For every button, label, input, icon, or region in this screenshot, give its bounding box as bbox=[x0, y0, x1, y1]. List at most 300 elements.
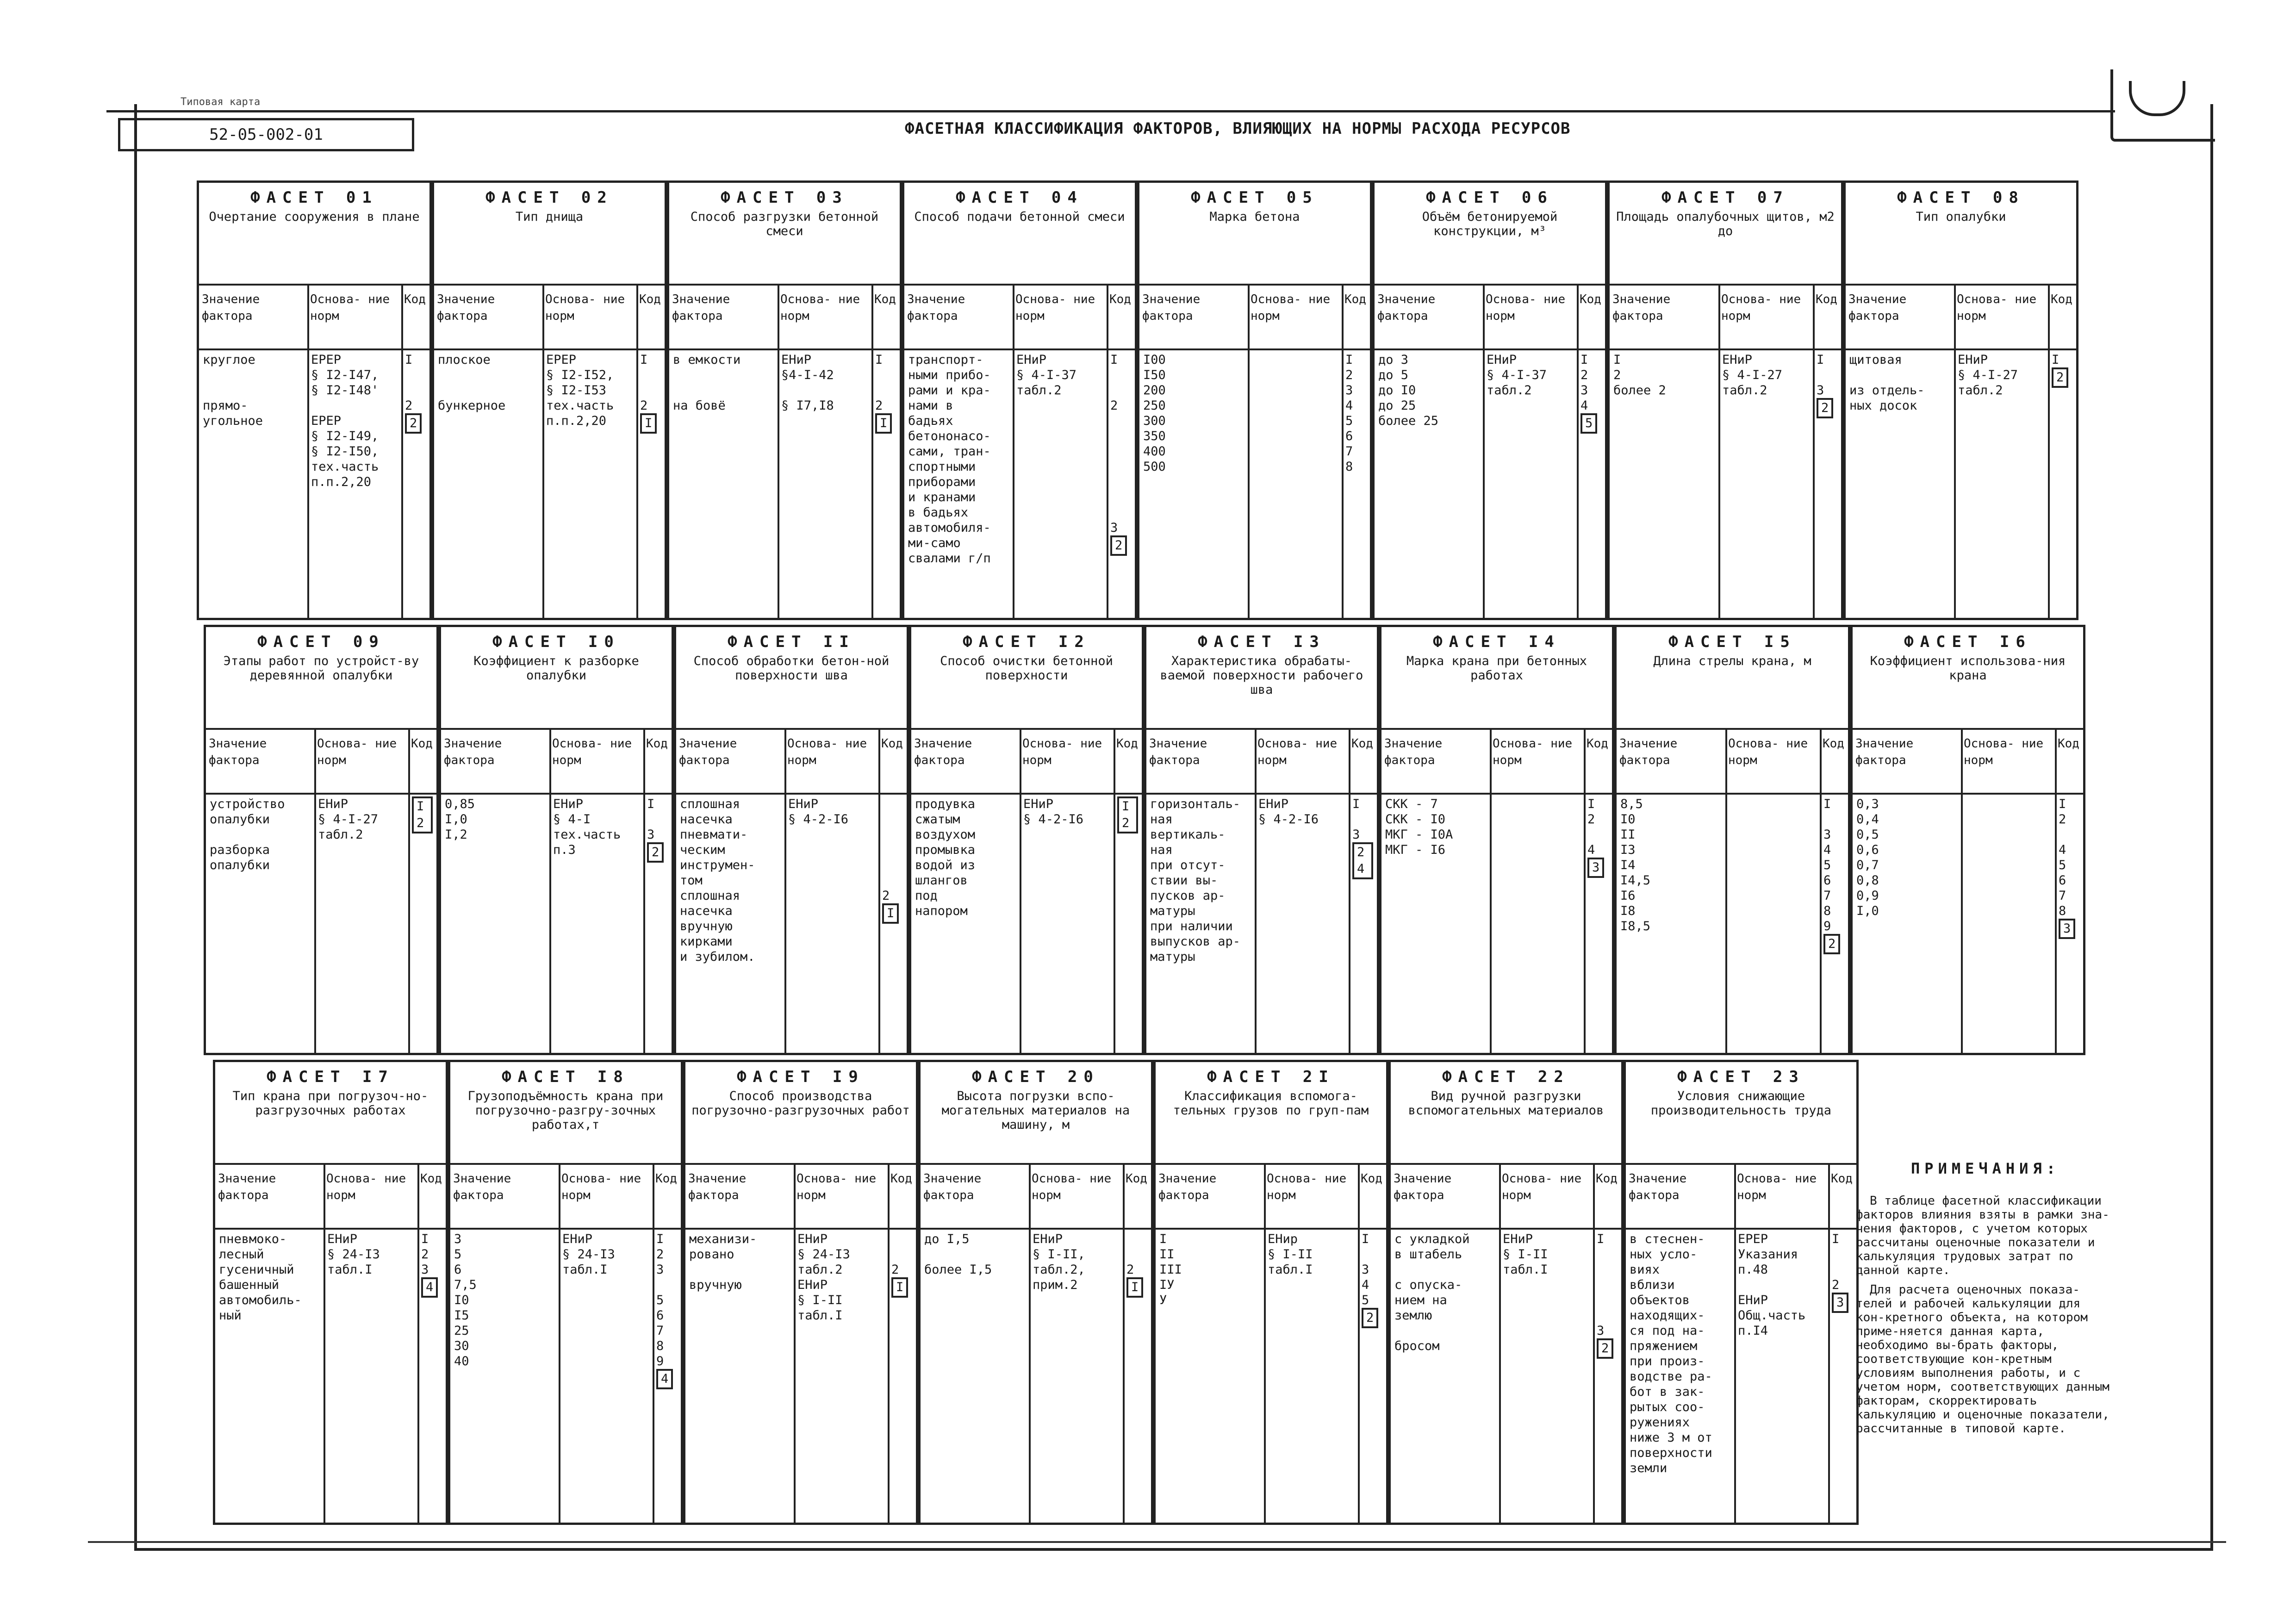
facet-description: Характеристика обрабаты-ваемой поверхности рабочего шва bbox=[1160, 654, 1363, 697]
factor-values: сплошная насечка пневмати- ческим инструмен- том сплошная насечка вручную кирками и зубилом. bbox=[680, 797, 755, 964]
selected-code-box: 2 bbox=[2052, 367, 2068, 388]
facet-title: ФАСЕТ 03 bbox=[721, 188, 848, 207]
facet-title: ФАСЕТ I9 bbox=[737, 1068, 865, 1086]
facet-body bbox=[1846, 348, 2076, 618]
facet-header bbox=[676, 627, 907, 730]
column-header-value: Значение фактора bbox=[1394, 1172, 1452, 1202]
facet-body bbox=[215, 1228, 446, 1523]
code-list: I 2 3 4 5 6 7 8 bbox=[1345, 353, 1353, 474]
facet-body bbox=[1381, 793, 1612, 1053]
facet-body bbox=[1626, 1228, 1856, 1523]
factor-codes bbox=[1107, 348, 1135, 618]
code-list: 2 bbox=[1126, 1262, 1134, 1277]
facet-7 bbox=[1607, 180, 1843, 620]
selected-code-box: 2 bbox=[1597, 1338, 1613, 1359]
selected-code-box: 2 bbox=[1817, 398, 1833, 418]
facet-title: ФАСЕТ 06 bbox=[1426, 188, 1554, 207]
factor-codes bbox=[417, 1228, 446, 1523]
facet-description: Классификация вспомога-тельных грузов по груп-пам bbox=[1173, 1089, 1369, 1118]
column-header-basis: Основа- ние норм bbox=[1257, 737, 1338, 767]
column-header-value: Значение фактора bbox=[1619, 737, 1678, 767]
norm-basis: ЕНиР § 4-I тех.часть п.3 bbox=[553, 797, 621, 857]
column-header-basis: Основа- ние норм bbox=[1022, 737, 1102, 767]
code-list: I 3 4 5 6 7 8 9 bbox=[1823, 797, 1831, 933]
column-header-basis: Основа- ние норм bbox=[1964, 737, 2044, 767]
facet-description: Тип крана при погрузоч-но-разгрузочных работах bbox=[232, 1089, 429, 1118]
facet-description: Тип днища bbox=[515, 210, 584, 224]
code-list: I 3 bbox=[1352, 797, 1360, 842]
column-header-value: Значение фактора bbox=[453, 1172, 511, 1202]
code-list: I 2 3 bbox=[421, 1232, 429, 1277]
facet-title: ФАСЕТ 20 bbox=[972, 1068, 1100, 1086]
selected-code-box: 3 bbox=[1587, 858, 1604, 878]
column-header-value: Значение фактора bbox=[679, 737, 737, 767]
stamp-top: Типовая карта bbox=[180, 96, 261, 108]
facet-description: Длина стрелы крана, м bbox=[1653, 654, 1811, 668]
factor-codes bbox=[1349, 793, 1377, 1053]
column-header-code: Код bbox=[1351, 737, 1373, 751]
facet-title: ФАСЕТ 04 bbox=[956, 188, 1083, 207]
column-header-basis: Основа- ние норм bbox=[1721, 292, 1801, 323]
bottom-rule bbox=[88, 1541, 2226, 1543]
selected-code-box: 2 bbox=[1110, 535, 1127, 556]
facet-6 bbox=[1372, 180, 1607, 620]
facet-title: ФАСЕТ 09 bbox=[257, 633, 385, 651]
facet-header bbox=[434, 183, 665, 286]
column-header-code: Код bbox=[646, 737, 668, 751]
column-header-basis: Основа- ние норм bbox=[1267, 1172, 1347, 1202]
column-header-basis: Основа- ние норм bbox=[1502, 1172, 1582, 1202]
facet-17 bbox=[213, 1060, 448, 1525]
facet-header bbox=[1617, 627, 1848, 730]
factor-values: СКК - 7 СКК - I0 МКГ - I0А МКГ - I6 bbox=[1385, 797, 1453, 857]
facet-body bbox=[1139, 348, 1370, 618]
norm-basis bbox=[1961, 793, 2055, 1053]
facet-10 bbox=[439, 625, 674, 1055]
factor-codes bbox=[1123, 1228, 1151, 1523]
selected-code-box: I 2 bbox=[412, 796, 433, 833]
factor-values: I00 I50 200 250 300 350 400 500 bbox=[1143, 353, 1166, 474]
column-headers bbox=[1375, 284, 1605, 350]
factor-values: до I,5 более I,5 bbox=[924, 1232, 992, 1277]
column-headers bbox=[921, 1163, 1151, 1230]
notes-paragraph-1: В таблице фасетной классификации факторов влияния взяты в рамки зна-чения факторов, с учетом которых рассчитаны оценочные показатели и калькуляция трудовых затрат по данной карте. bbox=[1856, 1194, 2109, 1277]
facet-8 bbox=[1843, 180, 2078, 620]
code-list: I 2 4 bbox=[1587, 797, 1595, 857]
facet-16 bbox=[1850, 625, 2085, 1055]
column-header-code: Код bbox=[2051, 292, 2072, 306]
factor-values: плоское бункерное bbox=[438, 353, 506, 413]
facet-title: ФАСЕТ I3 bbox=[1198, 633, 1325, 651]
facet-body bbox=[1610, 348, 1841, 618]
norm-basis bbox=[1725, 793, 1820, 1053]
column-header-code: Код bbox=[1587, 737, 1608, 751]
facet-header bbox=[921, 1062, 1151, 1165]
norm-basis: ЕНиР § 4-I-27 табл.2 bbox=[318, 797, 379, 842]
norm-basis: ЕНиР § 24-I3 табл.I bbox=[562, 1232, 615, 1277]
column-header-value: Значение фактора bbox=[209, 737, 267, 767]
factor-values: с укладкой в штабель с опуска- нием на землю бросом bbox=[1394, 1232, 1470, 1353]
selected-code-box: I bbox=[1126, 1277, 1143, 1298]
factor-values: до 3 до 5 до I0 до 25 более 25 bbox=[1378, 353, 1439, 428]
column-header-code: Код bbox=[874, 292, 896, 306]
column-header-basis: Основа- ние норм bbox=[787, 737, 867, 767]
facet-description: Вид ручной разгрузки вспомогательных материалов bbox=[1408, 1089, 1604, 1118]
factor-values: горизонталь- ная вертикаль- ная при отсут- ствии вы- пусков ар- матуры при наличии выпусков ар- матуры bbox=[1150, 797, 1241, 964]
column-header-code: Код bbox=[1580, 292, 1601, 306]
document-stamp: 52-05-002-01 bbox=[118, 118, 414, 151]
factor-values: продувка сжатым воздухом промывка водой из шлангов под напором bbox=[915, 797, 976, 918]
facet-5 bbox=[1137, 180, 1372, 620]
norm-basis: ЕНиР § I-II табл.I bbox=[1503, 1232, 1548, 1277]
facet-description: Коэффициент к разборке опалубки bbox=[473, 654, 639, 683]
factor-values: в емкости на бовё bbox=[673, 353, 741, 413]
column-header-value: Значение фактора bbox=[672, 292, 730, 323]
facet-body bbox=[1146, 793, 1377, 1053]
column-headers bbox=[1853, 728, 2083, 795]
facet-header bbox=[441, 627, 672, 730]
column-headers bbox=[1626, 1163, 1856, 1230]
column-header-basis: Основа- ние норм bbox=[317, 737, 397, 767]
factor-codes bbox=[1114, 793, 1142, 1053]
facet-body bbox=[206, 793, 436, 1053]
norm-basis: ЕНиР § 4-I-27 табл.2 bbox=[1958, 353, 2018, 398]
facet-title: ФАСЕТ 2I bbox=[1207, 1068, 1335, 1086]
selected-code-box: 5 bbox=[1580, 413, 1597, 434]
norm-basis: ЕНиР § 4-2-I6 bbox=[1258, 797, 1319, 827]
column-header-code: Код bbox=[1116, 737, 1138, 751]
facet-description: Этапы работ по устройст-ву деревянной опалубки bbox=[223, 654, 419, 683]
column-header-basis: Основа- ние норм bbox=[552, 737, 632, 767]
norm-basis bbox=[1490, 793, 1584, 1053]
facet-body bbox=[669, 348, 900, 618]
factor-values: 3 5 6 7,5 I0 I5 25 30 40 bbox=[454, 1232, 477, 1368]
column-header-code: Код bbox=[1361, 1172, 1382, 1186]
column-header-code: Код bbox=[404, 292, 426, 306]
factor-values: пневмоко- лесный гусеничный башенный автомобиль- ный bbox=[219, 1232, 302, 1323]
column-headers bbox=[434, 284, 665, 350]
norm-basis: ЕРЕР § I2-I47, § I2-I48' ЕРЕР § I2-I49, § I2-I50, тех.часть п.п.2,20 bbox=[311, 353, 379, 489]
column-headers bbox=[215, 1163, 446, 1230]
column-headers bbox=[450, 1163, 681, 1230]
facet-22 bbox=[1388, 1060, 1624, 1525]
column-header-basis: Основа- ние норм bbox=[1251, 292, 1331, 323]
column-header-value: Значение фактора bbox=[1848, 292, 1907, 323]
code-list: I 2 3 4 bbox=[1580, 353, 1588, 413]
column-header-code: Код bbox=[2058, 737, 2079, 751]
factor-codes bbox=[2055, 793, 2083, 1053]
column-header-value: Значение фактора bbox=[914, 737, 972, 767]
facet-header bbox=[1626, 1062, 1856, 1165]
top-rule bbox=[106, 110, 2115, 112]
column-header-value: Значение фактора bbox=[1384, 737, 1443, 767]
selected-code-box: I bbox=[891, 1277, 908, 1298]
factor-codes bbox=[1813, 348, 1841, 618]
norm-basis: ЕНиР § 4-I-37 табл.2 bbox=[1016, 353, 1077, 398]
column-header-basis: Основа- ние норм bbox=[1015, 292, 1095, 323]
factor-values: 0,3 0,4 0,5 0,6 0,7 0,8 0,9 I,0 bbox=[1856, 797, 1879, 918]
factor-values: 8,5 I0 II I3 I4 I4,5 I6 I8 I8,5 bbox=[1620, 797, 1651, 933]
column-headers bbox=[911, 728, 1142, 795]
facet-title: ФАСЕТ 07 bbox=[1661, 188, 1789, 207]
facet-body bbox=[676, 793, 907, 1053]
norm-basis: ЕНиР § 4-2-I6 bbox=[788, 797, 849, 827]
column-headers bbox=[676, 728, 907, 795]
column-header-value: Значение фактора bbox=[1377, 292, 1436, 323]
facet-description: Способ обработки бетон-ной поверхности шва bbox=[693, 654, 890, 683]
facet-15 bbox=[1614, 625, 1850, 1055]
facet-header bbox=[904, 183, 1135, 286]
factor-codes bbox=[1584, 793, 1612, 1053]
column-header-value: Значение фактора bbox=[202, 292, 260, 323]
facet-description: Марка бетона bbox=[1209, 210, 1300, 224]
column-header-code: Код bbox=[1816, 292, 1837, 306]
norm-basis: ЕНир § I-II табл.I bbox=[1268, 1232, 1313, 1277]
facet-header bbox=[1610, 183, 1841, 286]
factor-codes bbox=[1820, 793, 1848, 1053]
facet-title: ФАСЕТ I5 bbox=[1668, 633, 1796, 651]
column-header-value: Значение фактора bbox=[1855, 737, 1914, 767]
column-header-code: Код bbox=[1596, 1172, 1618, 1186]
column-header-code: Код bbox=[890, 1172, 912, 1186]
column-header-code: Код bbox=[881, 737, 903, 751]
facet-header bbox=[669, 183, 900, 286]
selected-code-box: 3 bbox=[2059, 919, 2075, 939]
facet-header bbox=[1375, 183, 1605, 286]
facet-header bbox=[1381, 627, 1612, 730]
facet-description: Очертание сооружения в плане bbox=[209, 210, 420, 224]
facet-title: ФАСЕТ 23 bbox=[1677, 1068, 1805, 1086]
column-header-basis: Основа- ние норм bbox=[1032, 1172, 1112, 1202]
factor-codes bbox=[1342, 348, 1370, 618]
column-headers bbox=[199, 284, 429, 350]
facet-description: Марка крана при бетонных работах bbox=[1406, 654, 1587, 683]
code-list: 2 bbox=[882, 889, 890, 903]
norm-basis: ЕНиР § 4-I-37 табл.2 bbox=[1487, 353, 1547, 398]
facet-header bbox=[1846, 183, 2076, 286]
factor-values: транспорт- ными прибо- рами и кра- нами в бадьях бетононасо- сами, тран- спортными приборами и кранами в бадьях автомобиля- ми-само свалами г/п bbox=[908, 353, 991, 566]
selected-code-box: I bbox=[875, 413, 892, 434]
facet-header bbox=[685, 1062, 916, 1165]
code-list: I bbox=[2052, 353, 2060, 367]
column-headers bbox=[1381, 728, 1612, 795]
norm-basis: ЕНиР § 4-I-27 табл.2 bbox=[1722, 353, 1783, 398]
column-header-value: Значение фактора bbox=[218, 1172, 276, 1202]
column-header-basis: Основа- ние норм bbox=[1737, 1172, 1817, 1202]
facet-13 bbox=[1144, 625, 1379, 1055]
column-header-basis: Основа- ние норм bbox=[310, 292, 390, 323]
facet-3 bbox=[667, 180, 902, 620]
facet-title: ФАСЕТ I2 bbox=[963, 633, 1090, 651]
facet-2 bbox=[432, 180, 667, 620]
facet-header bbox=[1139, 183, 1370, 286]
facet-1 bbox=[197, 180, 432, 620]
column-header-code: Код bbox=[420, 1172, 442, 1186]
facet-body bbox=[450, 1228, 681, 1523]
column-headers bbox=[206, 728, 436, 795]
factor-values: 0,85 I,0 I,2 bbox=[445, 797, 475, 842]
code-list: I 2 3 bbox=[1110, 353, 1118, 535]
facet-header bbox=[1156, 1062, 1386, 1165]
code-list: 2 bbox=[891, 1262, 899, 1277]
facet-body bbox=[441, 793, 672, 1053]
selected-code-box: 3 bbox=[1832, 1293, 1848, 1313]
column-header-value: Значение фактора bbox=[444, 737, 502, 767]
facet-header bbox=[206, 627, 436, 730]
facet-21 bbox=[1153, 1060, 1388, 1525]
facet-description: Способ очистки бетонной поверхности bbox=[940, 654, 1113, 683]
factor-codes bbox=[878, 793, 907, 1053]
facet-header bbox=[911, 627, 1142, 730]
facet-body bbox=[1391, 1228, 1621, 1523]
facet-9 bbox=[204, 625, 439, 1055]
column-header-basis: Основа- ние норм bbox=[561, 1172, 641, 1202]
code-list: I 2 bbox=[640, 353, 648, 413]
norm-basis bbox=[1248, 348, 1342, 618]
facet-23 bbox=[1624, 1060, 1859, 1525]
selected-code-box: 4 bbox=[421, 1277, 438, 1298]
column-header-value: Значение фактора bbox=[1149, 737, 1207, 767]
selected-code-box: I bbox=[640, 413, 657, 434]
factor-codes bbox=[643, 793, 672, 1053]
norm-basis: ЕНиР § 24-I3 табл.2 ЕНиР § I-II табл.I bbox=[797, 1232, 850, 1323]
factor-values: круглое прямо- угольное bbox=[203, 353, 263, 428]
facet-body bbox=[1156, 1228, 1386, 1523]
column-header-value: Значение фактора bbox=[1158, 1172, 1217, 1202]
selected-code-box: 2 bbox=[405, 413, 422, 434]
column-header-basis: Основа- ние норм bbox=[1493, 737, 1573, 767]
factor-codes bbox=[888, 1228, 916, 1523]
column-header-code: Код bbox=[639, 292, 661, 306]
norm-basis: ЕНиР § 24-I3 табл.I bbox=[327, 1232, 380, 1277]
column-header-basis: Основа- ние норм bbox=[545, 292, 625, 323]
facet-title: ФАСЕТ I7 bbox=[267, 1068, 394, 1086]
norm-basis: ЕРЕР § I2-I52, § I2-I53 тех.часть п.п.2,20 bbox=[546, 353, 614, 428]
factor-codes bbox=[636, 348, 665, 618]
factor-values: I II III IУ У bbox=[1159, 1232, 1182, 1307]
code-list: I 3 bbox=[1597, 1232, 1605, 1338]
document-title: ФАСЕТНАЯ КЛАССИФИКАЦИЯ ФАКТОРОВ, ВЛИЯЮЩИХ НА НОРМЫ РАСХОДА РЕСУРСОВ bbox=[905, 119, 1571, 138]
facet-description: Способ производства погрузочно-разгрузочных работ bbox=[691, 1089, 910, 1118]
factor-values: щитовая из отдель- ных досок bbox=[1849, 353, 1925, 413]
column-header-value: Значение фактора bbox=[1142, 292, 1201, 323]
facet-header bbox=[450, 1062, 681, 1165]
selected-code-box: I 2 bbox=[1117, 796, 1138, 833]
facet-header bbox=[1146, 627, 1377, 730]
selected-code-box: I bbox=[882, 903, 899, 924]
facet-11 bbox=[674, 625, 909, 1055]
factor-values: в стеснен- ных усло- виях вблизи объектов находящих- ся под на- пряжением при произ- водстве ра- бот в зак- рытых соо- ружениях ниже 3 м от поверхности земли bbox=[1630, 1232, 1712, 1475]
column-header-basis: Основа- ние норм bbox=[796, 1172, 877, 1202]
selected-code-box: 2 bbox=[1362, 1308, 1378, 1328]
factor-values: механизи- ровано вручную bbox=[689, 1232, 757, 1292]
facet-description: Грузоподъёмность крана при погрузочно-разгру-зочных работах,т bbox=[467, 1089, 664, 1132]
notes-paragraph-2: Для расчета оценочных показа-телей и рабочей калькуляции для кон-кретного объекта, на котором приме-няется данная карта, необходимо вы-брать факторы, соответствующие кон-кретным условиям выполнения работы, и с учетом норм, соответствующих данным факторам, скорректировать калькуляцию и оценочные показатели, рассчитанные в типовой карте. bbox=[1856, 1283, 2109, 1436]
facet-title: ФАСЕТ 22 bbox=[1442, 1068, 1570, 1086]
facet-header bbox=[1853, 627, 2083, 730]
facet-title: ФАСЕТ II bbox=[728, 633, 855, 651]
factor-codes bbox=[408, 793, 436, 1053]
facet-body bbox=[1853, 793, 2083, 1053]
column-headers bbox=[1617, 728, 1848, 795]
norm-basis: ЕНиР §4-I-42 § I7,I8 bbox=[781, 353, 834, 413]
column-header-code: Код bbox=[1831, 1172, 1853, 1186]
column-header-code: Код bbox=[1109, 292, 1131, 306]
factor-values: I 2 более 2 bbox=[1613, 353, 1666, 398]
column-headers bbox=[685, 1163, 916, 1230]
code-list: I 2 3 5 6 7 8 9 bbox=[656, 1232, 664, 1368]
facet-18 bbox=[448, 1060, 683, 1525]
facet-14 bbox=[1379, 625, 1614, 1055]
code-list: I 3 bbox=[647, 797, 655, 842]
column-headers bbox=[904, 284, 1135, 350]
facet-title: ФАСЕТ I6 bbox=[1904, 633, 2032, 651]
facet-title: ФАСЕТ 01 bbox=[250, 188, 378, 207]
factor-codes bbox=[1577, 348, 1605, 618]
column-headers bbox=[1156, 1163, 1386, 1230]
column-header-value: Значение фактора bbox=[907, 292, 965, 323]
column-headers bbox=[1139, 284, 1370, 350]
facet-19 bbox=[683, 1060, 918, 1525]
facet-title: ФАСЕТ 08 bbox=[1897, 188, 2025, 207]
selected-code-box: 4 bbox=[656, 1369, 673, 1389]
factor-codes bbox=[2048, 348, 2076, 618]
column-header-basis: Основа- ние норм bbox=[326, 1172, 406, 1202]
facet-body bbox=[199, 348, 429, 618]
factor-codes bbox=[653, 1228, 681, 1523]
column-header-code: Код bbox=[1344, 292, 1366, 306]
selected-code-box: 2 4 bbox=[1352, 842, 1373, 879]
column-header-code: Код bbox=[1126, 1172, 1147, 1186]
selected-code-box: 2 bbox=[1823, 934, 1840, 954]
facet-description: Коэффициент использова-ния крана bbox=[1870, 654, 2066, 683]
facet-title: ФАСЕТ 02 bbox=[485, 188, 613, 207]
column-header-basis: Основа- ние норм bbox=[1486, 292, 1566, 323]
column-header-value: Значение фактора bbox=[923, 1172, 982, 1202]
facet-body bbox=[685, 1228, 916, 1523]
code-list: I 3 bbox=[1817, 353, 1824, 398]
facet-description: Тип опалубки bbox=[1916, 210, 2006, 224]
code-list: I 2 bbox=[875, 353, 883, 413]
factor-values: устройство опалубки разборка опалубки bbox=[210, 797, 285, 872]
column-header-basis: Основа- ние норм bbox=[1957, 292, 2037, 323]
facet-body bbox=[1617, 793, 1848, 1053]
column-header-code: Код bbox=[655, 1172, 677, 1186]
facet-description: Условия снижающие производительность труда bbox=[1650, 1089, 1832, 1118]
facet-4 bbox=[902, 180, 1137, 620]
facet-body bbox=[921, 1228, 1151, 1523]
column-headers bbox=[669, 284, 900, 350]
factor-codes bbox=[1358, 1228, 1386, 1523]
facet-description: Высота погрузки вспо-могательных материалов на машину, м bbox=[941, 1089, 1130, 1132]
column-header-value: Значение фактора bbox=[1629, 1172, 1687, 1202]
norm-basis: ЕРЕР Указания п.48 ЕНиР Общ.часть п.I4 bbox=[1738, 1232, 1806, 1338]
column-headers bbox=[1846, 284, 2076, 350]
facet-body bbox=[1375, 348, 1605, 618]
notes-block bbox=[1856, 1162, 2115, 1441]
facet-body bbox=[904, 348, 1135, 618]
facet-header bbox=[215, 1062, 446, 1165]
facet-title: ФАСЕТ I4 bbox=[1433, 633, 1561, 651]
facet-body bbox=[911, 793, 1142, 1053]
facet-title: ФАСЕТ I8 bbox=[502, 1068, 629, 1086]
norm-basis: ЕНиР § I-II, табл.2, прим.2 bbox=[1033, 1232, 1085, 1292]
factor-codes bbox=[1828, 1228, 1856, 1523]
facet-description: Способ подачи бетонной смеси bbox=[914, 210, 1125, 224]
code-list: I 2 bbox=[405, 353, 413, 413]
column-header-basis: Основа- ние норм bbox=[780, 292, 860, 323]
facet-body bbox=[434, 348, 665, 618]
